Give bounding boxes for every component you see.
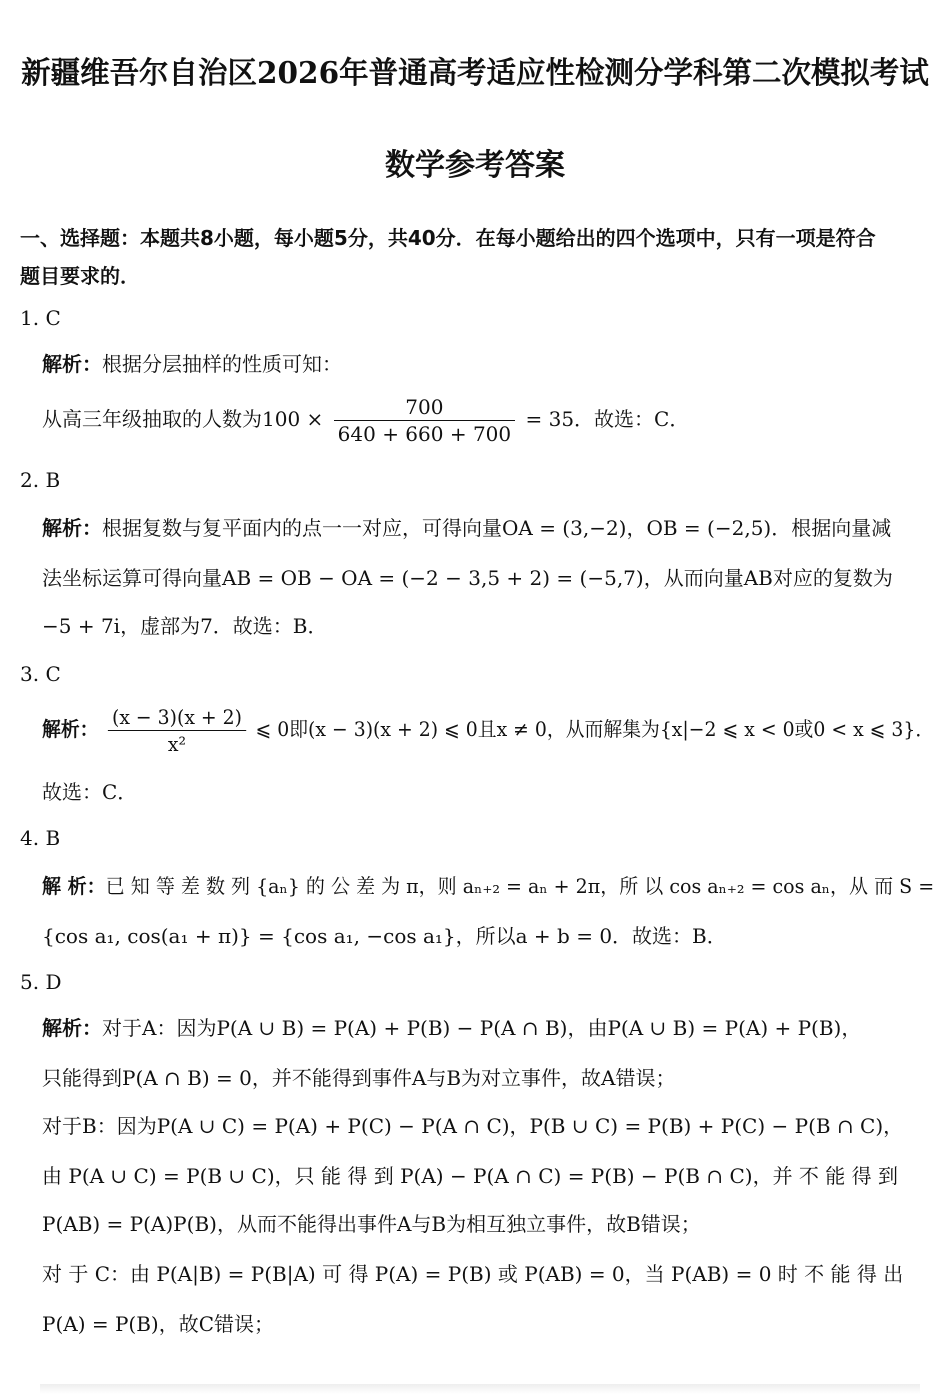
text: = 35．故选：C． [525,407,690,431]
fraction-denominator: x² [167,732,187,756]
text: ⩽ 0即(x − 3)(x + 2) ⩽ 0且x ≠ 0，从而解集为{x|−2 ⩽ x < 0或0 < x ⩽ 3}． [255,717,935,741]
question-3-line-1 [42,704,934,757]
question-5-line-7: P(A) = P(B)，故C错误； [42,1312,275,1336]
question-2-line-3: −5 + 7i，虚部为7．故选：B． [42,614,328,638]
fraction [334,394,515,447]
question-1-number: 1. C [20,306,61,330]
question-5-line-5: P(AB) = P(A)P(B)，从而不能得出事件A与B为相互独立事件，故B错误； [42,1212,701,1236]
question-5-line-6: 对 于 C：由 P(A|B) = P(B|A) 可 得 P(A) = P(B) 或 P(AB) = 0，当 P(AB) = 0 时 不 能 得 出 [42,1262,904,1286]
analysis-label: 解析： [42,516,102,540]
question-5-line-1 [42,1014,861,1042]
question-2-line-1 [42,514,891,542]
analysis-label: 解析： [42,717,99,741]
text: 根据分层抽样的性质可知： [102,352,342,376]
question-3-number: 3. C [20,662,61,686]
fraction [108,704,246,757]
page-title: 新疆维吾尔自治区2026年普通高考适应性检测分学科第二次模拟考试 [21,56,929,91]
text: 对于A：因为P(A ∪ B) = P(A) + P(B) − P(A ∩ B)，由P(A ∪ B) = P(A) + P(B)， [102,1016,862,1040]
question-2-line-2: 法坐标运算可得向量AB = OB − OA = (−2 − 3,5 + 2) = (−5,7)，从而向量AB对应的复数为 [42,566,893,590]
question-1-line-1 [42,350,342,378]
cut-off-line [40,1384,920,1394]
analysis-label: 解析： [42,1016,102,1040]
fraction-denominator: 640 + 660 + 700 [337,422,512,446]
fraction-numerator: 700 [334,394,515,421]
text: 从高三年级抽取的人数为100 × [42,407,324,431]
question-4-line-1 [42,872,934,900]
analysis-label: 解析： [42,352,102,376]
question-5-line-4: 由 P(A ∪ C) = P(B ∪ C)，只 能 得 到 P(A) − P(A ∩ C) = P(B) − P(B ∩ C)，并 不 能 得 到 [42,1164,899,1188]
question-4-line-2: {cos a₁, cos(a₁ + π)} = {cos a₁, −cos a₁}，所以a + b = 0．故选：B． [42,924,727,948]
section-heading: 一、选择题：本题共8小题，每小题5分，共40分．在每小题给出的四个选项中，只有一项是符合 [20,226,876,250]
question-5-line-2: 只能得到P(A ∩ B) = 0，并不能得到事件A与B为对立事件，故A错误； [42,1066,676,1090]
fraction-numerator: (x − 3)(x + 2) [108,704,246,731]
question-5-line-3: 对于B：因为P(A ∪ C) = P(A) + P(C) − P(A ∩ C)，P(B ∪ C) = P(B) + P(C) − P(B ∩ C)， [42,1114,904,1138]
analysis-label: 解 析： [42,874,106,898]
section-heading-cont: 题目要求的． [20,264,140,288]
page-subtitle: 数学参考答案 [385,148,565,183]
text: 根据复数与复平面内的点一一对应，可得向量OA = (3,−2)，OB = (−2,5)．根据向量减 [102,516,892,540]
text: 已 知 等 差 数 列 {aₙ} 的 公 差 为 π，则 aₙ₊₂ = aₙ + 2π，所 以 cos aₙ₊₂ = cos aₙ，从 而 S = [105,874,935,898]
question-4-number: 4. B [20,826,61,850]
question-5-number: 5. D [20,970,62,994]
question-1-line-2 [42,394,689,447]
question-2-number: 2. B [20,468,61,492]
question-3-line-2: 故选：C． [42,780,138,804]
